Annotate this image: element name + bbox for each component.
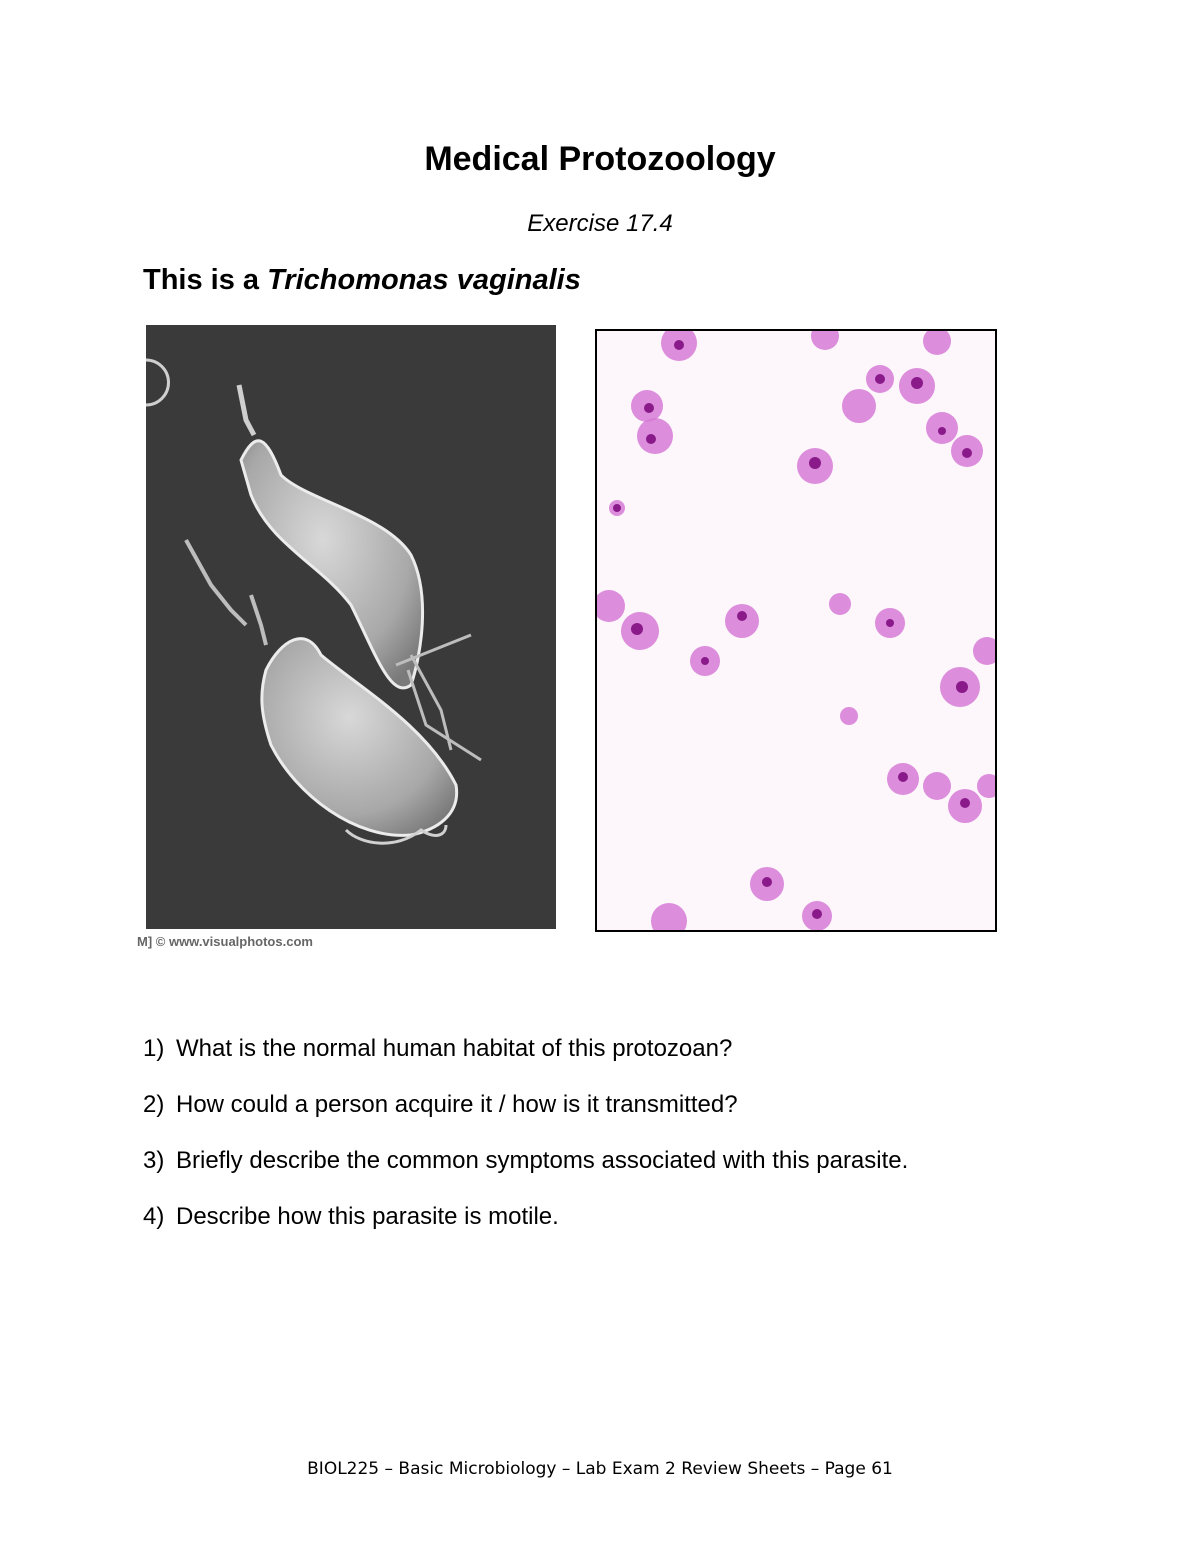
question-number: 1)	[143, 1035, 165, 1062]
question-number: 3)	[143, 1147, 165, 1174]
page-title: Medical Protozoology	[424, 140, 776, 178]
question-item	[143, 1202, 1103, 1258]
question-text: What is the normal human habitat of this protozoan?	[176, 1035, 733, 1062]
exercise-label: Exercise 17.4	[527, 210, 673, 237]
question-item	[143, 1090, 1103, 1146]
stained-smear-image	[595, 329, 997, 932]
question-list	[143, 1034, 1103, 1258]
question-number: 2)	[143, 1091, 165, 1118]
sem-micrograph-image	[146, 325, 556, 929]
question-text: Briefly describe the common symptoms associated with this parasite.	[176, 1147, 909, 1174]
stained-smear-drawing	[597, 331, 995, 930]
image-credit: M] © www.visualphotos.com	[137, 934, 313, 949]
question-number: 4)	[143, 1203, 165, 1230]
heading-prefix: This is a	[143, 264, 268, 296]
page-footer: BIOL225 – Basic Microbiology – Lab Exam 2 Review Sheets – Page 61	[307, 1459, 893, 1479]
question-text: How could a person acquire it / how is it transmitted?	[176, 1091, 738, 1118]
question-item	[143, 1146, 1103, 1202]
heading-species: Trichomonas vaginalis	[267, 264, 581, 296]
sem-micrograph-drawing	[146, 325, 556, 929]
question-text: Describe how this parasite is motile.	[176, 1203, 559, 1230]
section-heading	[143, 264, 581, 297]
question-item	[143, 1034, 1103, 1090]
